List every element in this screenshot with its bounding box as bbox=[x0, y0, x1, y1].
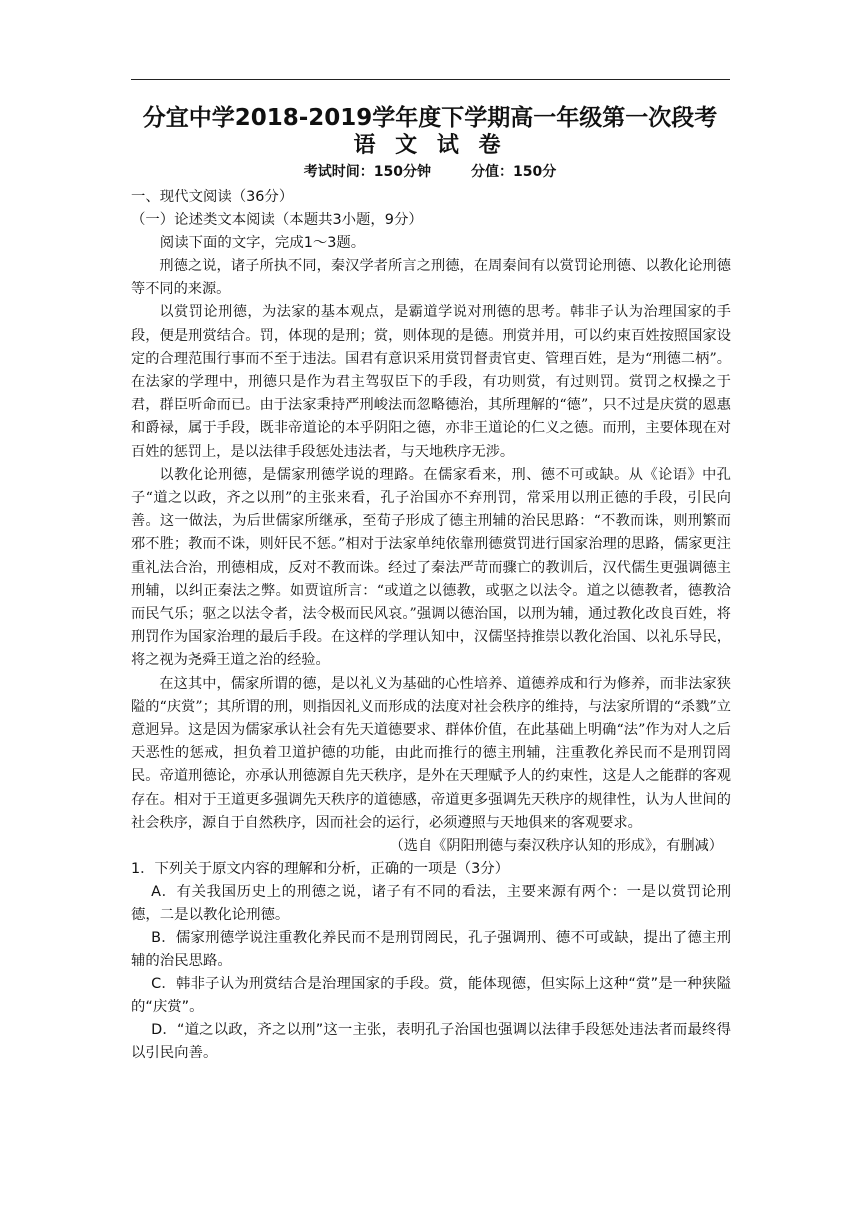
part-heading: （一）论述类文本阅读（本题共3小题，9分） bbox=[131, 212, 423, 228]
exam-score: 分值：150分 bbox=[471, 164, 557, 180]
question-1 bbox=[131, 858, 731, 1065]
exam-title: 分宜中学2018-2019学年度下学期高一年级第一次段考 bbox=[142, 105, 718, 131]
reading-instruction: 阅读下面的文字，完成1～3题。 bbox=[159, 235, 366, 251]
exam-subtitle: 语 文 试 卷 bbox=[353, 133, 507, 158]
question-stem: 1．下列关于原文内容的理解和分析，正确的一项是（3分） bbox=[131, 861, 510, 878]
passage-paragraph: 以赏罚论刑德，为法家的基本观点，是霸道学说对刑德的思考。韩非子认为治理国家的手段，便是刑赏结合。罚，体现的是刑；赏，则体现的是德。刑赏并用，可以约束百姓按照国家设定的合理范围行事而不至于违法。国君有意识采用赏罚督责官吏、管理百姓，是为“刑德二柄”。在法家的学理中，刑德只是作为君主驾驭臣下的手段，有功则赏，有过则罚。赏罚之权操之于君，群臣听命而已。由于法家秉持严刑峻法而忽略德治，其所理解的“德”，只不过是庆赏的恩惠和爵禄，属于手段，既非帝道论的本乎阴阳之德，亦非王道论的仁义之德。而刑，主要体现在对百姓的惩罚上，是以法律手段惩处违法者，与天地秩序无涉。 bbox=[131, 304, 731, 460]
option-b: B．儒家刑德学说注重教化养民而不是刑罚罔民，孔子强调刑、德不可或缺，提出了德主刑辅的治民思路。 bbox=[131, 930, 731, 970]
exam-time: 考试时间：150分钟 bbox=[303, 164, 431, 180]
passage-paragraph: 在这其中，儒家所谓的德，是以礼义为基础的心性培养、道德养成和行为修养，而非法家狭隘的“庆赏”；其所谓的刑，则指因礼义而形成的法度对社会秩序的维持，与法家所谓的“杀戮”立意迥异。这是因为儒家承认社会有先天道德要求、群体价值，在此基础上明确“法”作为对人之后天恶性的惩戒，担负着卫道护德的功能，由此而推行的德主刑辅，注重教化养民而不是刑罚罔民。帝道刑德论，亦承认刑德源自先天秩序，是外在天理赋予人的约束性，这是人之能群的客观存在。相对于王道更多强调先天秩序的道德感，帝道更多强调先天秩序的规律性，认为人世间的社会秩序，源自于自然秩序，因而社会的运行，必须遵照与天地俱来的客观要求。 bbox=[131, 675, 731, 831]
option-c: C．韩非子认为刑赏结合是治理国家的手段。赏，能体现德，但实际上这种“赏”是一种狭隘的“庆赏”。 bbox=[131, 976, 731, 1016]
document-body bbox=[131, 186, 731, 1065]
option-d: D．“道之以政，齐之以刑”这一主张，表明孔子治国也强调以法律手段惩处违法者而最终得以引民向善。 bbox=[131, 1022, 731, 1062]
reading-passage bbox=[131, 255, 731, 858]
passage-paragraph: 以教化论刑德，是儒家刑德学说的理路。在儒家看来，刑、德不可或缺。从《论语》中孔子“道之以政，齐之以刑”的主张来看，孔子治国亦不弃刑罚，常采用以刑正德的手段，引民向善。这一做法，为后世儒家所继承，至荀子形成了德主刑辅的治民思路：“不教而诛，则刑繁而邪不胜；教而不诛，则奸民不惩。”相对于法家单纯依靠刑德赏罚进行国家治理的思路，儒家更注重礼法合治，刑德相成，反对不教而诛。经过了秦法严苛而骤亡的教训后，汉代儒生更强调德主刑辅，以纠正秦法之弊。如贾谊所言：“或道之以德教，或驱之以法令。道之以德教者，德教洽而民气乐；驱之以法令者，法令极而民风哀。”强调以德治国，以刑为辅，通过教化改良百姓，将刑罚作为国家治理的最后手段。在这样的学理认知中，汉儒坚持推崇以教化治国、以礼乐导民，将之视为尧舜王道之治的经验。 bbox=[131, 466, 731, 669]
passage-source: （选自《阴阳刑德与秦汉秩序认知的形成》，有删减） bbox=[389, 838, 723, 855]
exam-info bbox=[0, 162, 860, 182]
header-rule bbox=[131, 79, 730, 80]
option-a: A．有关我国历史上的刑德之说，诸子有不同的看法，主要来源有两个：一是以赏罚论刑德，二是以教化论刑德。 bbox=[131, 884, 731, 924]
passage-paragraph: 刑德之说，诸子所执不同，秦汉学者所言之刑德，在周秦间有以赏罚论刑德、以教化论刑德等不同的来源。 bbox=[131, 258, 731, 298]
section-heading: 一、现代文阅读（36分） bbox=[131, 189, 294, 205]
